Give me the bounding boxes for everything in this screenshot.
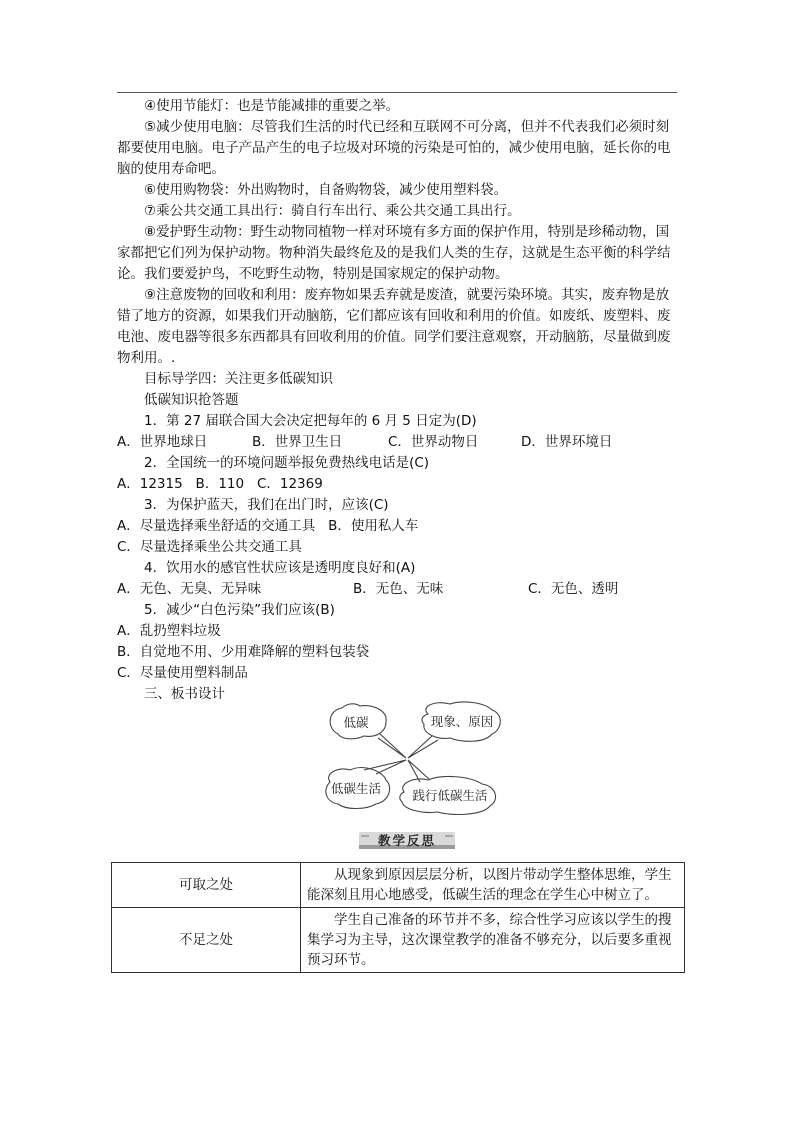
q1-option-c: C．世界动物日 [388,434,479,450]
paragraph-computer: ⑤减少使用电脑：尽管我们生活的时代已经和互联网不可分离，但并不代表我们必须时刻都要使用电脑。电子产品产生的电子垃圾对环境的污染是可怕的，减少使用电脑，延长你的电脑的使用寿命吧。 [117,119,671,177]
paragraph-energy-lamp: ④使用节能灯：也是节能减排的重要之举。 [144,98,400,114]
question-2: 2．全国统一的环境问题举报免费热线电话是(C) [144,455,430,471]
q4-option-c: C．无色、透明 [528,581,619,597]
bubble-practice-low-carbon-label: 践行低碳生活 [412,788,488,803]
table-row [112,908,685,973]
reflection-label-strengths: 可取之处 [112,863,301,908]
question-5-option-c: C．尽量使用塑料制品 [117,665,248,681]
question-4: 4．饮用水的感官性状应该是透明度良好和(A) [144,560,416,576]
question-3-option-ab: A．尽量选择乘坐舒适的交通工具 B．使用私人车 [117,518,419,534]
reflection-table [111,862,685,973]
question-2-options: A．12315 B．110 C．12369 [117,476,323,492]
header-rule [117,92,677,93]
lesson-body [117,96,677,705]
bubble-phenomenon-cause [408,702,500,758]
table-row [112,863,685,908]
paragraph-public-transport: ⑦乘公共交通工具出行：骑自行车出行、乘公共交通工具出行。 [144,203,521,219]
goal-heading: 目标导学四：关注更多低碳知识 [144,371,333,387]
reflection-banner [357,830,457,852]
q1-option-d: D．世界环境日 [521,434,613,450]
reflection-label-weaknesses: 不足之处 [112,908,301,973]
bubble-phenomenon-cause-label: 现象、原因 [430,714,494,729]
question-3: 3．为保护蓝天，我们在出门时，应该(C) [144,497,389,513]
reflection-text-weaknesses: 学生自己准备的环节并不多，综合性学习应该以学生的搜集学习为主导，这次课堂教学的准备不够充分，以后要多重视预习环节。 [301,908,685,973]
reflection-text-strengths: 从现象到原因层层分析，以图片带动学生整体思维，学生能深刻且用心地感受，低碳生活的理念在学生心中树立了。 [301,863,685,908]
q1-option-b: B．世界卫生日 [252,434,343,450]
question-1: 1．第 27 届联合国大会决定把每年的 6 月 5 日定为(D) [144,413,477,429]
q4-option-a: A．无色、无臭、无异味 [117,581,262,597]
q1-option-a: A．世界地球日 [117,434,208,450]
section-blackboard-design: 三、板书设计 [144,686,225,702]
question-5-option-a: A．乱扔塑料垃圾 [117,623,221,639]
blackboard-diagram [320,700,505,818]
question-5-option-b: B．自觉地不用、少用难降解的塑料包装袋 [117,644,370,660]
paragraph-shopping-bag: ⑥使用购物袋：外出购物时，自备购物袋，减少使用塑料袋。 [144,182,508,198]
bubble-low-carbon [330,704,406,758]
paragraph-wildlife: ⑧爱护野生动物：野生动物同植物一样对环境有多方面的保护作用，特别是珍稀动物，国家都把它们列为保护动物。物种消失最终危及的是我们人类的生存，这就是生态平衡的科学结论。我们要爱护鸟，不吃野生动物，特别是国家规定的保护动物。 [117,224,671,282]
paragraph-recycling: ⑨注意废物的回收和利用：废弃物如果丢弃就是废渣，就要污染环境。其实，废弃物是放错了地方的资源，如果我们开动脑筋，它们都应该有回收和利用的价值。如废纸、废塑料、废电池、废电器等很多东西都具有回收利用的价值。同学们要注意观察，开动脑筋，尽量做到废物利用。. [117,287,671,366]
question-1-options [117,432,677,453]
bubble-low-carbon-label: 低碳 [343,715,369,730]
quiz-title: 低碳知识抢答题 [144,392,239,408]
reflection-banner-text: 教学反思 [377,833,437,848]
question-4-options [117,579,677,600]
question-3-option-c: C．尽量选择乘坐公共交通工具 [117,539,302,555]
q4-option-b: B．无色、无味 [353,581,444,597]
question-5: 5．减少“白色污染”我们应该(B) [144,602,335,618]
bubble-low-carbon-life-label: 低碳生活 [330,781,382,796]
